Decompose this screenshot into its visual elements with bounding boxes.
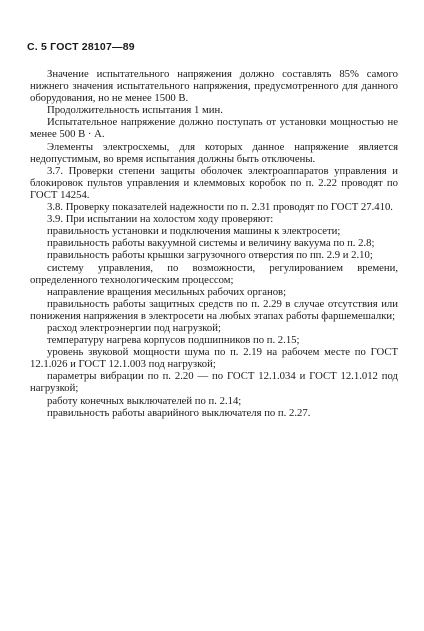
paragraph-test-voltage: Значение испытательного напряжения должно составлять 85% самого нижнего значения испытательного напряжения, предусмотренного для данного оборудования, но не менее 1500 В. (30, 68, 398, 105)
list-item: систему управления, по возможности, регулированием времени, определенного технологическим процессом; (30, 261, 398, 286)
list-item: параметры вибрации по п. 2.20 — по ГОСТ 12.1.034 и ГОСТ 12.1.012 под нагрузкой; (30, 370, 398, 395)
clause-3-8: 3.8. Проверку показателей надежности по п. 2.31 проводят по ГОСТ 27.410. (47, 201, 393, 214)
list-item: правильность работы аварийного выключателя по п. 2.27. (47, 406, 311, 419)
list-item: уровень звуковой мощности шума по п. 2.19 на рабочем месте по ГОСТ 12.1.026 и ГОСТ 12.1.003 под нагрузкой; (30, 346, 398, 371)
list-item: правильность работы защитных средств по п. 2.29 в случае отсутствия или понижения напряжения в электросети на любых этапах работы фаршемешалки; (30, 297, 398, 322)
list-item: направление вращения месильных рабочих органов; (47, 285, 287, 298)
list-item: правильность установки и подключения машины к электросети; (47, 225, 341, 238)
paragraph-elements-disconnect: Элементы электросхемы, для которых данное напряжение является недопустимым, во время испытания должны быть отключены. (30, 140, 398, 165)
page-header: С. 5 ГОСТ 28107—89 (27, 41, 135, 53)
clause-3-9: 3.9. При испытании на холостом ходу проверяют: (47, 213, 274, 226)
list-item: температуру нагрева корпусов подшипников по п. 2.15; (47, 334, 300, 347)
list-item: работу конечных выключателей по п. 2.14; (47, 394, 242, 407)
list-item: правильность работы вакуумной системы и величину вакуума по п. 2.8; (47, 237, 375, 250)
document-body (30, 68, 398, 419)
list-item: расход электроэнергии под нагрузкой; (47, 321, 221, 334)
paragraph-test-duration: Продолжительность испытания 1 мин. (47, 104, 223, 117)
clause-3-7: 3.7. Проверки степени защиты оболочек электроаппаратов управления и блокировок пультов управления и клеммовых коробок по п. 2.22 проводят по ГОСТ 14254. (30, 164, 398, 201)
list-item: правильность работы крышки загрузочного отверстия по пп. 2.9 и 2.10; (47, 249, 373, 262)
paragraph-test-power: Испытательное напряжение должно поступать от установки мощностью не менее 500 В · А. (30, 116, 398, 141)
